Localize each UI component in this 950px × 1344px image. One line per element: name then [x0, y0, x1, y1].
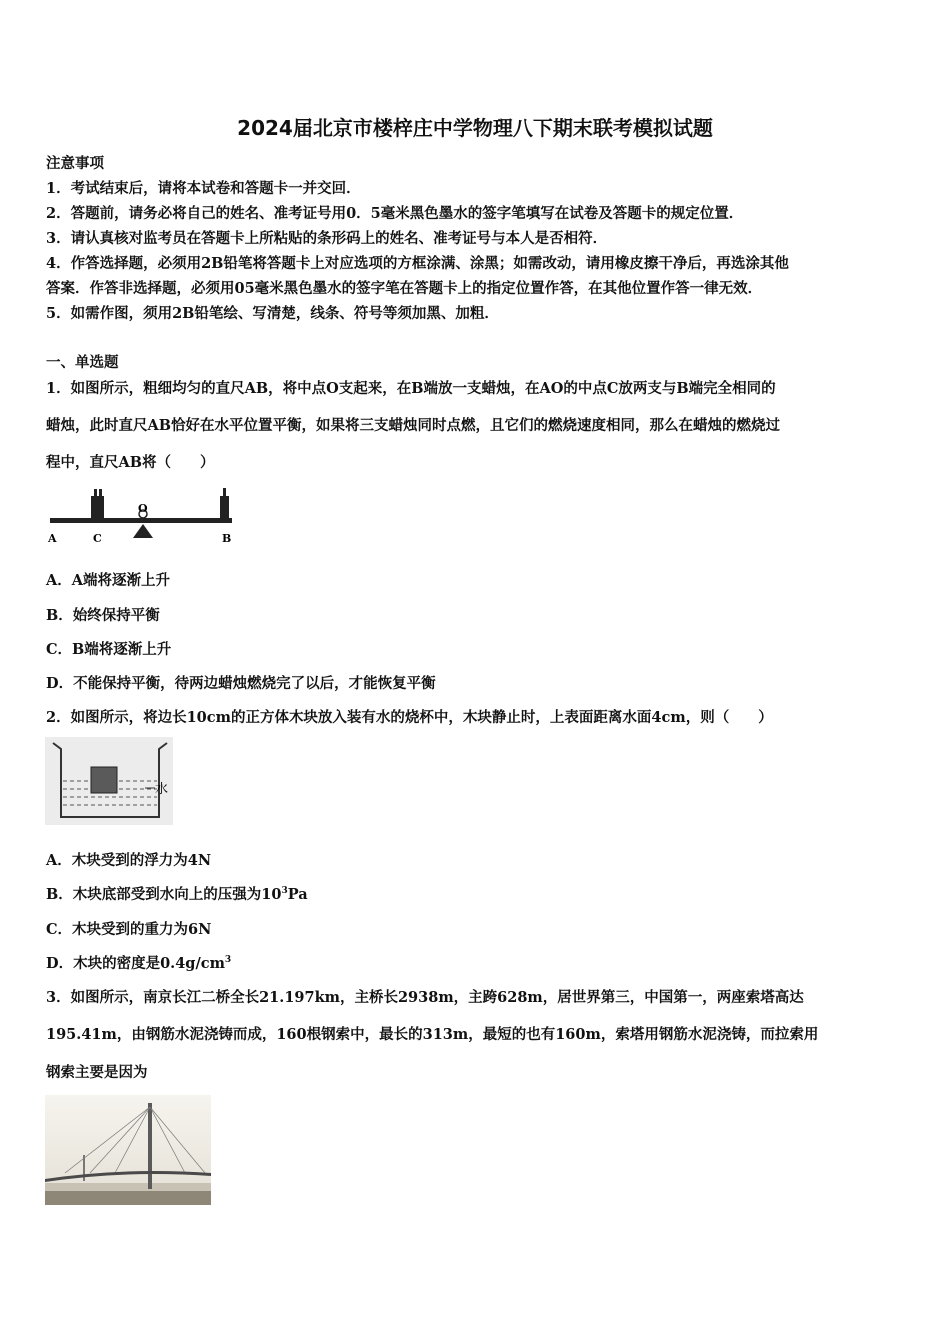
notice-heading: 注意事项 — [46, 155, 104, 172]
q1-text-line: 程中，直尺AB将（ ） — [46, 454, 215, 471]
beaker-block-figure — [45, 737, 173, 825]
q2-option-b: B．木块底部受到水向上的压强为$10^3Pa$ — [46, 886, 308, 903]
bridge-photo — [45, 1095, 211, 1205]
label-c: C — [93, 532, 102, 545]
q3-text-line: 3．如图所示，南京长江二桥全长21.197km，主桥长2938m，主跨628m，居世界第三，中国第一，两座索塔高达 — [46, 989, 804, 1006]
label-b: B — [222, 532, 232, 545]
label-o: O — [138, 502, 148, 515]
notice-item: 答案．作答非选择题，必须用05毫米黑色墨水的签字笔在答题卡上的指定位置作答，在其他位置作答一律无效． — [46, 280, 763, 297]
water-label: 水 — [155, 782, 169, 797]
notice-item: 1．考试结束后，请将本试卷和答题卡一并交回． — [46, 180, 361, 197]
q1-option-c: C．B端将逐渐上升 — [46, 641, 172, 658]
q1-option-b: B．始终保持平衡 — [46, 607, 160, 624]
q3-text-line: 195.41m，由钢筋水泥浇铸而成，160根钢索中，最长的313m，最短的也有160m，索塔用钢筋水泥浇铸，而拉索用 — [46, 1026, 819, 1043]
q1-text-line: 蜡烛，此时直尺AB恰好在水平位置平衡，如果将三支蜡烛同时点燃，且它们的燃烧速度相同，那么在蜡烛的燃烧过 — [46, 417, 781, 434]
q2-option-d: D．木块的密度是$0.4g/cm^3$ — [46, 955, 232, 972]
q2-option-a: A．木块受到的浮力为4N — [46, 852, 212, 869]
label-a: A — [48, 532, 57, 545]
page-title: 2024届北京市楼梓庄中学物理八下期末联考模拟试题 — [237, 116, 713, 140]
notice-item: 5．如需作图，须用2B铅笔绘、写清楚，线条、符号等须加黑、加粗． — [46, 305, 499, 322]
notice-item: 3．请认真核对监考员在答题卡上所粘贴的条形码上的姓名、准考证号与本人是否相符． — [46, 230, 608, 247]
notice-item: 4．作答选择题，必须用2B铅笔将答题卡上对应选项的方框涂满、涂黑；如需改动，请用橡皮擦干净后，再选涂其他 — [46, 255, 789, 272]
q2-text-line: 2．如图所示，将边长10cm的正方体木块放入装有水的烧杯中，木块静止时，上表面距离水面4cm，则（ ） — [46, 709, 773, 726]
q1-option-a: A．A端将逐渐上升 — [46, 572, 170, 589]
section-heading: 一、单选题 — [46, 354, 119, 371]
lever-candle-figure — [44, 484, 244, 546]
q2-option-c: C．木块受到的重力为6N — [46, 921, 212, 938]
q1-option-d: D．不能保持平衡，待两边蜡烛燃烧完了以后，才能恢复平衡 — [46, 675, 436, 692]
q1-text-line: 1．如图所示，粗细均匀的直尺AB，将中点O支起来，在B端放一支蜡烛，在AO的中点C放两支与B端完全相同的 — [46, 380, 776, 397]
q3-text-line: 钢索主要是因为 — [46, 1064, 148, 1081]
notice-item: 2．答题前，请务必将自己的姓名、准考证号用0．5毫米黑色墨水的签字笔填写在试卷及答题卡的规定位置． — [46, 205, 744, 222]
